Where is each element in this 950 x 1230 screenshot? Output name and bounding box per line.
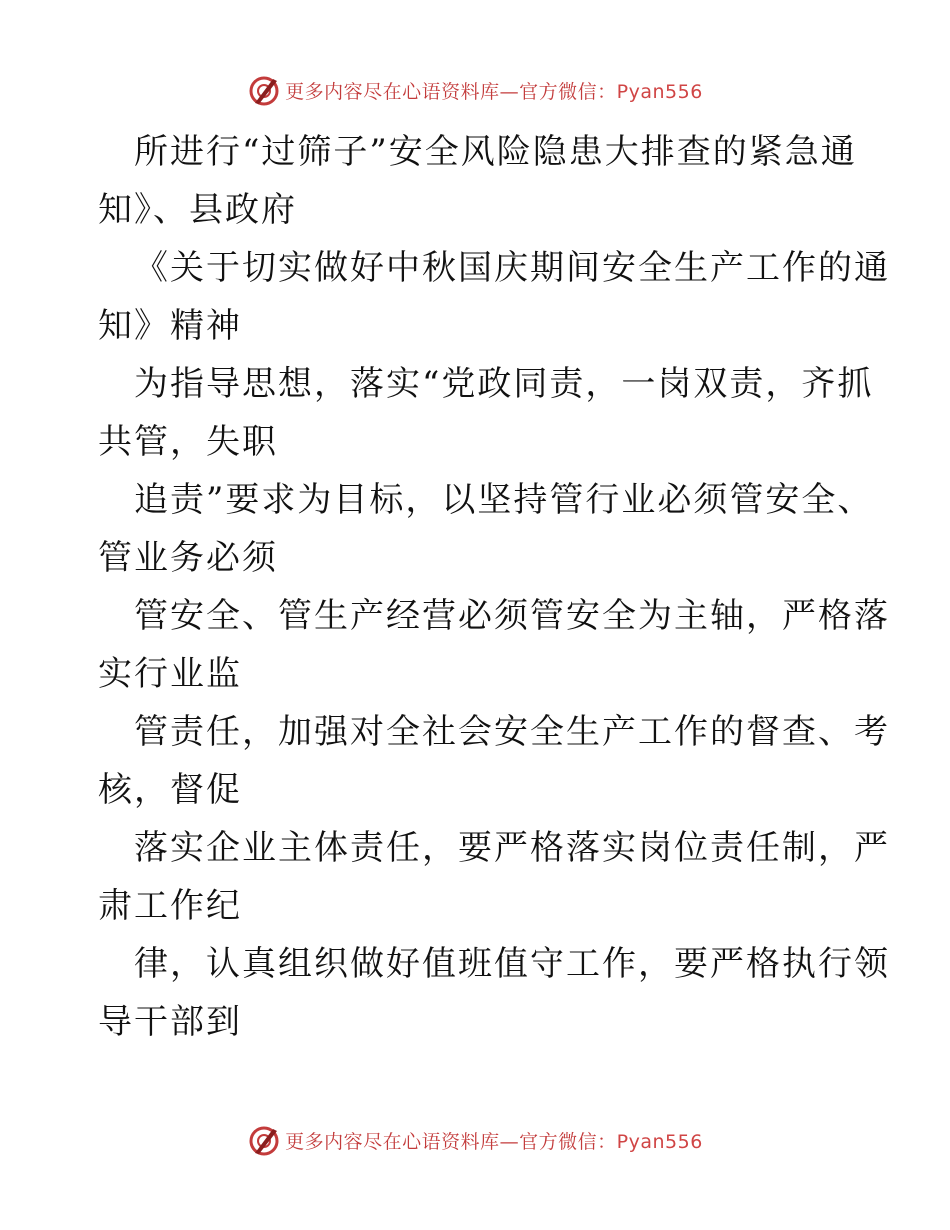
document-body (98, 123, 890, 1051)
text-line: 律，认真组织做好值班值守工作，要严格执行领 (134, 944, 890, 984)
header-banner (0, 70, 950, 110)
quill-logo-icon (247, 1123, 281, 1157)
header-text (285, 77, 703, 104)
text-line: 导干部到 (98, 1002, 242, 1042)
text-line: 实行业监 (98, 654, 242, 694)
text-line: 管安全、管生产经营必须管安全为主轴，严格落 (134, 596, 890, 636)
quill-logo-icon (247, 73, 281, 107)
header-wechat-id: Pyan556 (616, 80, 703, 103)
text-line: 追责”要求为目标，以坚持管行业必须管安全、 (134, 480, 874, 520)
header-site-text: 更多内容尽在心语资料库—官方微信： (285, 80, 617, 103)
footer-text (285, 1127, 703, 1154)
text-line: 管业务必须 (98, 538, 278, 578)
text-line: 所进行“过筛子”安全风险隐患大排查的紧急通 (134, 132, 857, 172)
text-line: 知》精神 (98, 306, 242, 346)
text-line: 为指导思想，落实“党政同责，一岗双责，齐抓 (134, 364, 874, 404)
footer-wechat-id: Pyan556 (616, 1130, 703, 1153)
text-line: 《关于切实做好中秋国庆期间安全生产工作的通 (134, 248, 890, 288)
text-line: 核，督促 (98, 770, 242, 810)
footer-banner (0, 1120, 950, 1160)
text-line: 肃工作纪 (98, 886, 242, 926)
text-line: 共管，失职 (98, 422, 278, 462)
text-line: 管责任，加强对全社会安全生产工作的督查、考 (134, 712, 890, 752)
text-line: 知》、县政府 (98, 190, 297, 230)
footer-site-text: 更多内容尽在心语资料库—官方微信： (285, 1130, 617, 1153)
text-line: 落实企业主体责任，要严格落实岗位责任制，严 (134, 828, 890, 868)
